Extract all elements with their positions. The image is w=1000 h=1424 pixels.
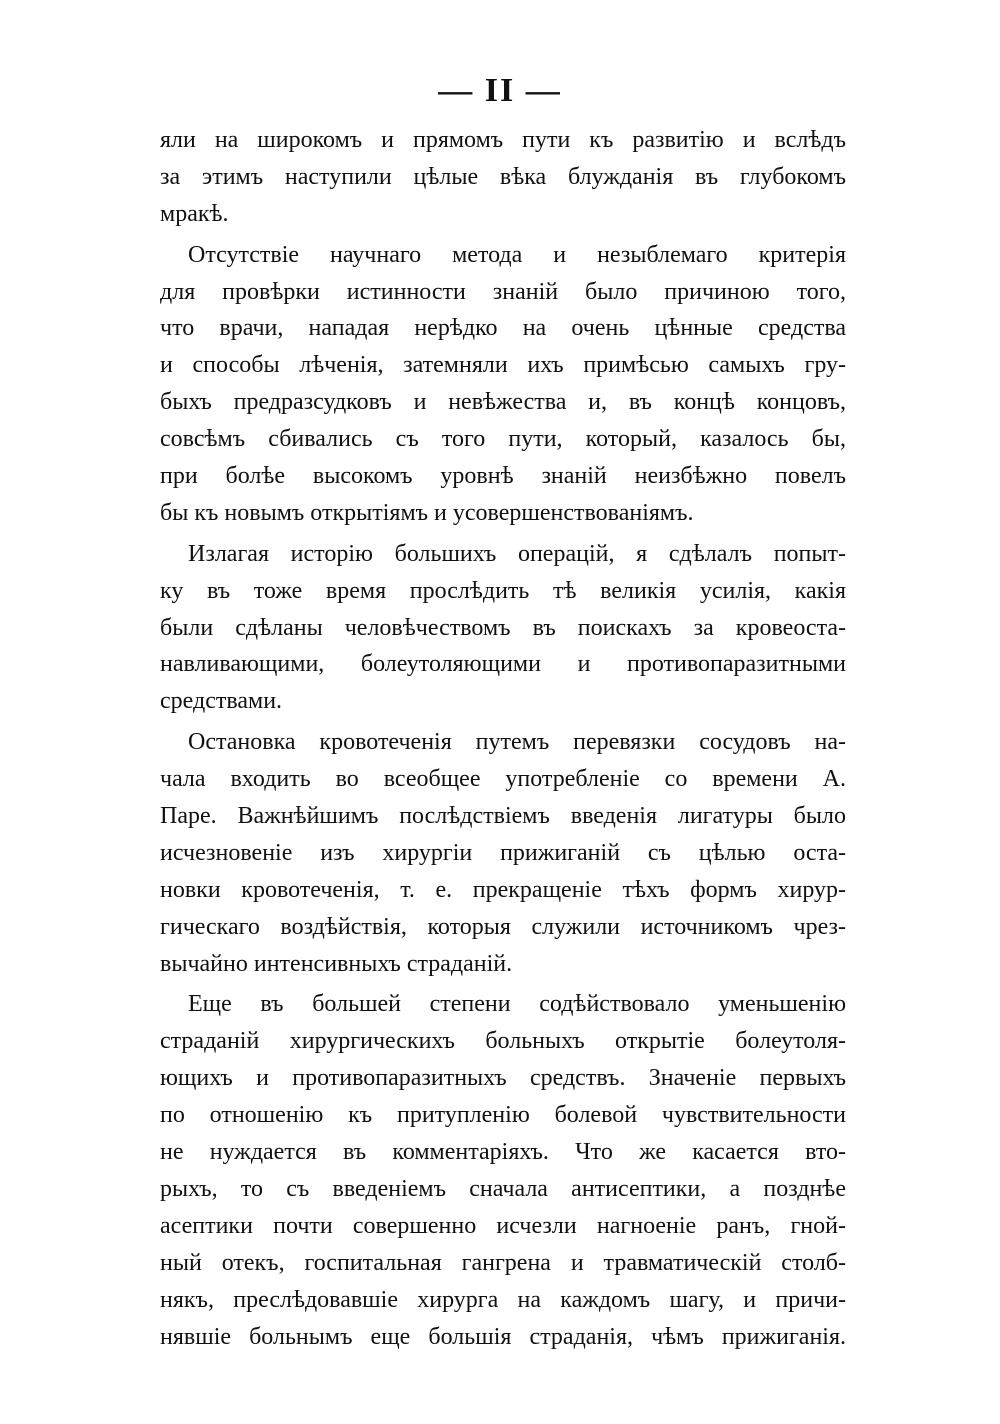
text-line: были сдѣланы человѣчествомъ въ поискахъ за кровеоста- bbox=[160, 614, 846, 641]
paragraph-4 bbox=[160, 724, 846, 982]
text-line: при болѣе высокомъ уровнѣ знаній неизбѣжно повелъ bbox=[160, 463, 846, 490]
text-line: гическаго воздѣйствія, которыя служили источникомъ чрез- bbox=[160, 913, 846, 940]
text-line: для провѣрки истинности знаній было причиною того, bbox=[160, 278, 846, 305]
text-line: совсѣмъ сбивались съ того пути, который, казалось бы, bbox=[160, 426, 846, 453]
text-line: по отношенію къ притупленію болевой чувствительности bbox=[160, 1102, 846, 1129]
text-line: вычайно интенсивныхъ страданій. bbox=[160, 950, 513, 977]
paragraph-2 bbox=[160, 237, 846, 532]
text-line: бы къ новымъ открытіямъ и усовершенствованіямъ. bbox=[160, 499, 694, 526]
text-line: рыхъ, то съ введеніемъ сначала антисептики, а позднѣе bbox=[160, 1175, 846, 1202]
text-line: быхъ предразсудковъ и невѣжества и, въ концѣ концовъ, bbox=[160, 389, 846, 416]
text-line: мракѣ. bbox=[160, 200, 229, 227]
paragraph-3 bbox=[160, 536, 846, 720]
text-line: ющихъ и противопаразитныхъ средствъ. Значеніе первыхъ bbox=[160, 1065, 846, 1092]
text-line: за этимъ наступили цѣлые вѣка блужданія въ глубокомъ bbox=[160, 163, 846, 190]
text-line: Излагая исторію большихъ операцій, я сдѣлалъ попыт- bbox=[188, 540, 846, 567]
text-line: Паре. Важнѣйшимъ послѣдствіемъ введенія лигатуры было bbox=[160, 803, 846, 830]
text-line: навливающими, болеутоляющими и противопаразитными bbox=[160, 651, 846, 678]
paragraph-1 bbox=[160, 122, 846, 233]
text-line: страданій хирургическихъ больныхъ открытіе болеутоля- bbox=[160, 1028, 846, 1055]
text-line: ку въ тоже время прослѣдить тѣ великія усилія, какія bbox=[160, 577, 846, 604]
text-line: исчезновеніе изъ хирургіи прижиганій съ цѣлью оста- bbox=[160, 839, 846, 866]
text-line: Остановка кровотеченія путемъ перевязки сосудовъ на- bbox=[188, 729, 846, 756]
text-line: не нуждается въ комментаріяхъ. Что же касается вто- bbox=[160, 1139, 846, 1166]
paragraph-5 bbox=[160, 986, 846, 1355]
text-line: ный отекъ, госпитальная гангрена и травматическій столб- bbox=[160, 1249, 846, 1276]
body-text bbox=[160, 122, 846, 1355]
text-line: нявшіе больнымъ еще большія страданія, чѣмъ прижиганія. bbox=[160, 1323, 846, 1350]
text-line: Еще въ большей степени содѣйствовало уменьшенію bbox=[188, 991, 846, 1018]
text-line: асептики почти совершенно исчезли нагноеніе ранъ, гной- bbox=[160, 1212, 846, 1239]
text-line: някъ, преслѣдовавшіе хирурга на каждомъ шагу, и причи- bbox=[160, 1286, 846, 1313]
text-line: новки кровотеченія, т. е. прекращеніе тѣхъ формъ хирур- bbox=[160, 876, 846, 903]
text-line: чала входить во всеобщее употребленіе со времени А. bbox=[160, 766, 846, 793]
text-line: что врачи, нападая нерѣдко на очень цѣнные средства bbox=[160, 315, 846, 342]
text-line: Отсутствіе научнаго метода и незыблемаго критерія bbox=[188, 241, 846, 268]
text-line: яли на широкомъ и прямомъ пути къ развитію и вслѣдъ bbox=[160, 127, 846, 153]
text-line: средствами. bbox=[160, 688, 283, 715]
text-line: и способы лѣченія, затемняли ихъ примѣсью самыхъ гру- bbox=[160, 352, 846, 379]
page-number: — II — bbox=[438, 72, 562, 109]
